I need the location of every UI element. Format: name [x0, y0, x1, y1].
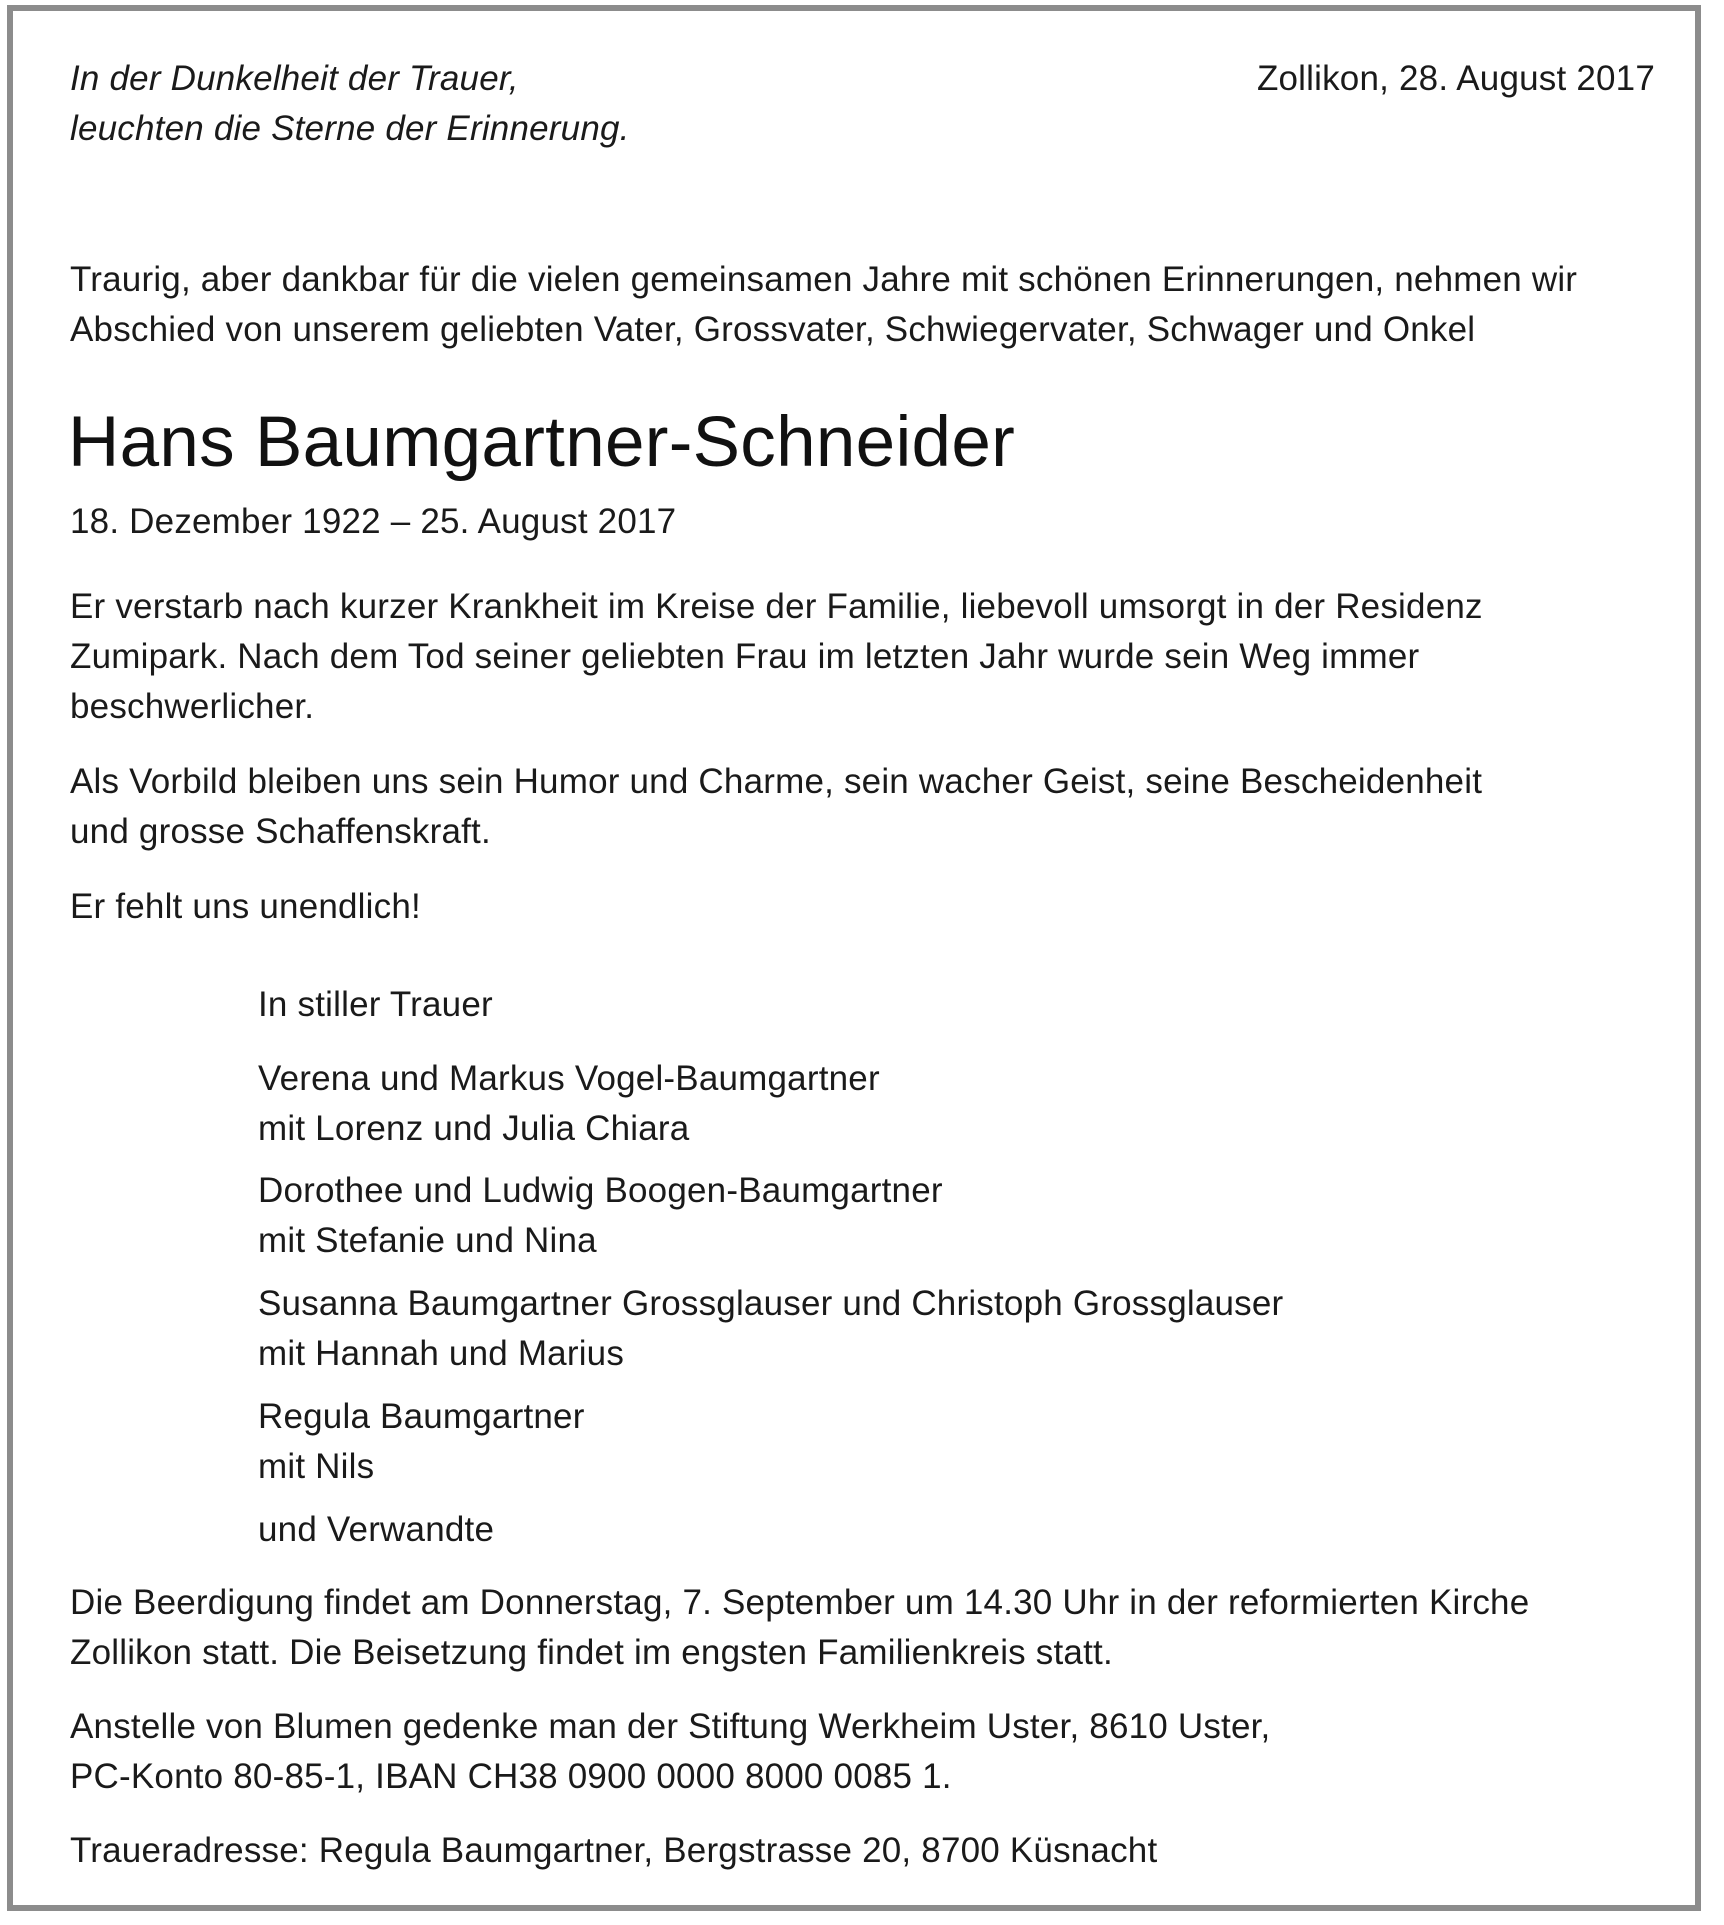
funeral-line: Zollikon statt. Die Beisetzung findet im engsten Familienkreis statt. — [70, 1633, 1113, 1672]
family-names: Regula Baumgartner — [258, 1397, 585, 1436]
body-paragraph — [70, 582, 1670, 732]
body-line: und grosse Schaffenskraft. — [70, 812, 491, 851]
family-entry — [258, 1054, 880, 1154]
family-entry — [258, 1166, 943, 1266]
place-date: Zollikon, 28. August 2017 — [1256, 59, 1655, 98]
mourners-heading: In stiller Trauer — [258, 985, 493, 1024]
body-line: Als Vorbild bleiben uns sein Humor und Charme, sein wacher Geist, seine Bescheidenheit — [70, 762, 1483, 801]
motto — [70, 54, 630, 154]
deceased-name: Hans Baumgartner-Schneider — [68, 403, 1016, 482]
funeral-notice — [70, 1578, 1670, 1678]
family-names: Susanna Baumgartner Grossglauser und Christoph Grossglauser — [258, 1284, 1284, 1323]
family-children: mit Stefanie und Nina — [258, 1221, 597, 1260]
family-entry — [258, 1392, 585, 1492]
family-names: Verena und Markus Vogel-Baumgartner — [258, 1059, 880, 1098]
relatives: und Verwandte — [258, 1510, 495, 1549]
closing-sentence: Er fehlt uns unendlich! — [70, 887, 421, 926]
intro-line: Abschied von unserem geliebten Vater, Grossvater, Schwiegervater, Schwager und Onkel — [70, 310, 1476, 349]
donation-line: PC-Konto 80-85-1, IBAN CH38 0900 0000 8000 0085 1. — [70, 1757, 952, 1796]
donation-line: Anstelle von Blumen gedenke man der Stiftung Werkheim Uster, 8610 Uster, — [70, 1707, 1271, 1746]
donation-notice — [70, 1702, 1670, 1802]
mourning-address: Traueradresse: Regula Baumgartner, Bergstrasse 20, 8700 Küsnacht — [70, 1831, 1158, 1870]
family-children: mit Nils — [258, 1447, 375, 1486]
intro-paragraph — [70, 255, 1670, 355]
motto-line: leuchten die Sterne der Erinnerung. — [70, 109, 630, 148]
motto-line: In der Dunkelheit der Trauer, — [70, 59, 519, 98]
intro-line: Traurig, aber dankbar für die vielen gemeinsamen Jahre mit schönen Erinnerungen, nehmen wir — [70, 260, 1578, 299]
family-entry — [258, 1279, 1283, 1379]
body-line: Zumipark. Nach dem Tod seiner geliebten Frau im letzten Jahr wurde sein Weg immer — [70, 637, 1420, 676]
body-line: beschwerlicher. — [70, 687, 315, 726]
body-paragraph — [70, 757, 1670, 857]
family-children: mit Lorenz und Julia Chiara — [258, 1109, 690, 1148]
body-line: Er verstarb nach kurzer Krankheit im Kreise der Familie, liebevoll umsorgt in der Residenz — [70, 587, 1483, 626]
lifespan: 18. Dezember 1922 – 25. August 2017 — [70, 502, 677, 541]
funeral-line: Die Beerdigung findet am Donnerstag, 7. September um 14.30 Uhr in der reformierten Kirche — [70, 1583, 1530, 1622]
family-names: Dorothee und Ludwig Boogen-Baumgartner — [258, 1171, 943, 1210]
family-children: mit Hannah und Marius — [258, 1334, 625, 1373]
